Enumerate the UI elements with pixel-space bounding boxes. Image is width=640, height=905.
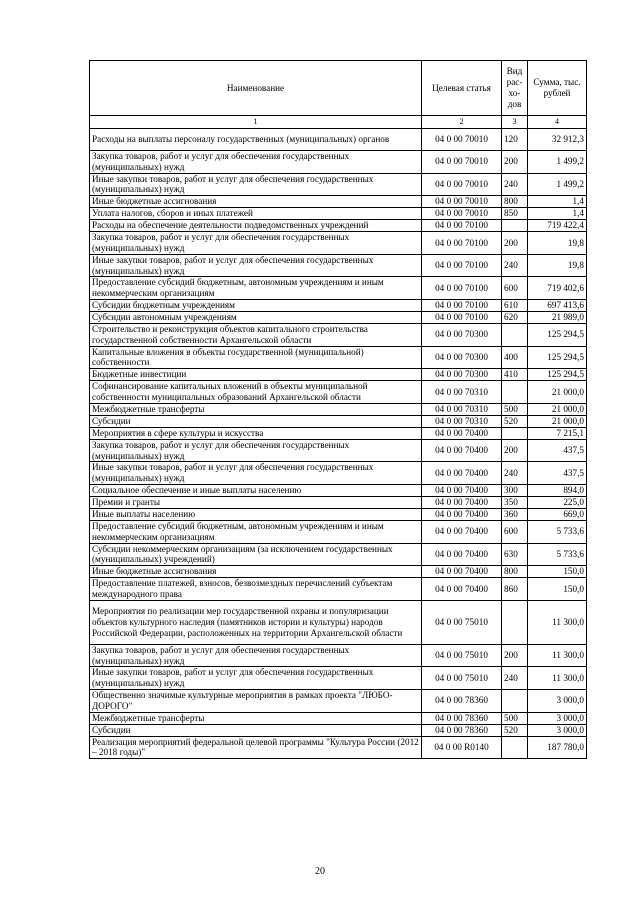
- row-name: Премии и гранты: [90, 496, 422, 508]
- row-sum: 125 294,5: [528, 369, 587, 381]
- table-row: [90, 415, 587, 427]
- row-type: 240: [502, 462, 528, 485]
- row-name: Расходы на выплаты персоналу государственных (муниципальных) органов: [90, 129, 422, 151]
- table-row: [90, 439, 587, 462]
- row-type: 200: [502, 232, 528, 255]
- row-type: 860: [502, 578, 528, 601]
- row-code: 04 0 00 78360: [422, 724, 502, 736]
- table-row: [90, 484, 587, 496]
- table-row: [90, 736, 587, 759]
- row-type: 600: [502, 277, 528, 300]
- row-code: 04 0 00 70300: [422, 346, 502, 369]
- row-type: 630: [502, 543, 528, 566]
- column-number: 4: [528, 116, 587, 129]
- table-header-row: [90, 61, 587, 116]
- row-type: 500: [502, 403, 528, 415]
- row-type: 240: [502, 173, 528, 196]
- table-row: [90, 667, 587, 690]
- row-code: 04 0 00 75010: [422, 600, 502, 644]
- row-name: Реализация мероприятий федеральной целевой программы "Культура России (2012 – 2018 годы)": [90, 736, 422, 759]
- row-name: Закупка товаров, работ и услуг для обеспечения государственных (муниципальных) нужд: [90, 644, 422, 667]
- row-type: [502, 600, 528, 644]
- row-sum: 1,4: [528, 208, 587, 220]
- column-number: 3: [502, 116, 528, 129]
- table-row: [90, 543, 587, 566]
- row-sum: 719 402,6: [528, 277, 587, 300]
- table-row: [90, 496, 587, 508]
- table-row: [90, 346, 587, 369]
- row-sum: 21 989,0: [528, 311, 587, 323]
- row-code: 04 0 00 78360: [422, 712, 502, 724]
- table-row: [90, 311, 587, 323]
- row-code: 04 0 00 70400: [422, 578, 502, 601]
- row-name: Общественно значимые культурные мероприятия в рамках проекта "ЛЮБО-ДОРОГО": [90, 689, 422, 712]
- row-type: 410: [502, 369, 528, 381]
- row-type: 120: [502, 129, 528, 151]
- row-sum: 32 912,3: [528, 129, 587, 151]
- row-code: 04 0 00 70100: [422, 232, 502, 255]
- row-type: 200: [502, 644, 528, 667]
- table-row: [90, 689, 587, 712]
- table-row: [90, 220, 587, 232]
- row-code: 04 0 00 70400: [422, 496, 502, 508]
- row-sum: 3 000,0: [528, 712, 587, 724]
- row-type: 500: [502, 712, 528, 724]
- row-name: Субсидии: [90, 415, 422, 427]
- row-name: Субсидии некоммерческим организациям (за исключением государственных (муниципальных) учреждений): [90, 543, 422, 566]
- row-code: 04 0 00 70400: [422, 484, 502, 496]
- budget-table: [89, 60, 587, 759]
- row-sum: 19,8: [528, 254, 587, 277]
- row-code: 04 0 00 70310: [422, 381, 502, 404]
- table-row: [90, 508, 587, 520]
- row-code: 04 0 00 70010: [422, 196, 502, 208]
- table-row: [90, 712, 587, 724]
- row-code: 04 0 00 70100: [422, 299, 502, 311]
- row-type: 240: [502, 667, 528, 690]
- page-number: 20: [315, 866, 325, 877]
- row-sum: 19,8: [528, 232, 587, 255]
- row-sum: 697 413,6: [528, 299, 587, 311]
- row-code: 04 0 00 75010: [422, 667, 502, 690]
- row-sum: 5 733,6: [528, 543, 587, 566]
- table-row: [90, 173, 587, 196]
- row-name: Софинансирование капитальных вложений в объекты муниципальной собственности муниципальных образований Архангельской области: [90, 381, 422, 404]
- row-type: 600: [502, 520, 528, 543]
- table-row: [90, 129, 587, 151]
- row-name: Иные закупки товаров, работ и услуг для обеспечения государственных (муниципальных) нужд: [90, 667, 422, 690]
- row-code: 04 0 00 70100: [422, 311, 502, 323]
- row-type: 240: [502, 254, 528, 277]
- row-code: 04 0 00 70100: [422, 254, 502, 277]
- row-code: 04 0 00 70400: [422, 462, 502, 485]
- row-name: Закупка товаров, работ и услуг для обеспечения государственных (муниципальных) нужд: [90, 232, 422, 255]
- row-name: Мероприятия по реализации мер государственной охраны и популяризации объектов культурного наследия (памятников истории и культуры) народов Российской Федерации, расположенных на территории Архангельской области: [90, 600, 422, 644]
- row-sum: 21 000,0: [528, 415, 587, 427]
- row-code: 04 0 00 70310: [422, 415, 502, 427]
- table-row: [90, 381, 587, 404]
- row-sum: 437,5: [528, 439, 587, 462]
- row-type: 850: [502, 208, 528, 220]
- row-code: 04 0 00 R0140: [422, 736, 502, 759]
- row-sum: 11 300,0: [528, 600, 587, 644]
- table-row: [90, 600, 587, 644]
- row-type: 200: [502, 439, 528, 462]
- row-name: Мероприятия в сфере культуры и искусства: [90, 427, 422, 439]
- row-name: Бюджетные инвестиции: [90, 369, 422, 381]
- header-name: Наименование: [90, 61, 422, 116]
- row-code: 04 0 00 70310: [422, 403, 502, 415]
- row-type: 620: [502, 311, 528, 323]
- row-type: 610: [502, 299, 528, 311]
- row-type: 350: [502, 496, 528, 508]
- table-row: [90, 427, 587, 439]
- table-row: [90, 232, 587, 255]
- table-row: [90, 151, 587, 174]
- row-type: [502, 323, 528, 346]
- row-name: Закупка товаров, работ и услуг для обеспечения государственных (муниципальных) нужд: [90, 151, 422, 174]
- row-code: 04 0 00 70400: [422, 508, 502, 520]
- row-sum: 21 000,0: [528, 381, 587, 404]
- row-code: 04 0 00 70010: [422, 129, 502, 151]
- table-row: [90, 277, 587, 300]
- row-sum: 3 000,0: [528, 689, 587, 712]
- header-sum: Сумма, тыс. рублей: [528, 61, 587, 116]
- table-row: [90, 520, 587, 543]
- row-type: [502, 689, 528, 712]
- column-number-row: [90, 116, 587, 129]
- row-type: 300: [502, 484, 528, 496]
- row-code: 04 0 00 70100: [422, 277, 502, 300]
- table-row: [90, 462, 587, 485]
- row-type: [502, 736, 528, 759]
- row-code: 04 0 00 70010: [422, 173, 502, 196]
- header-code: Целевая статья: [422, 61, 502, 116]
- row-sum: 125 294,5: [528, 346, 587, 369]
- row-name: Иные закупки товаров, работ и услуг для обеспечения государственных (муниципальных) нужд: [90, 173, 422, 196]
- row-name: Иные закупки товаров, работ и услуг для обеспечения государственных (муниципальных) нужд: [90, 254, 422, 277]
- row-code: 04 0 00 70300: [422, 323, 502, 346]
- row-sum: 3 000,0: [528, 724, 587, 736]
- table-row: [90, 208, 587, 220]
- row-type: [502, 427, 528, 439]
- row-type: 200: [502, 151, 528, 174]
- row-code: 04 0 00 70100: [422, 220, 502, 232]
- row-code: 04 0 00 70400: [422, 427, 502, 439]
- table-row: [90, 254, 587, 277]
- row-code: 04 0 00 70010: [422, 151, 502, 174]
- table-row: [90, 578, 587, 601]
- table-row: [90, 566, 587, 578]
- row-sum: 1 499,2: [528, 173, 587, 196]
- row-name: Субсидии автономным учреждениям: [90, 311, 422, 323]
- row-sum: 5 733,6: [528, 520, 587, 543]
- row-sum: 21 000,0: [528, 403, 587, 415]
- row-name: Субсидии бюджетным учреждениям: [90, 299, 422, 311]
- row-type: [502, 220, 528, 232]
- table-row: [90, 323, 587, 346]
- row-name: Иные закупки товаров, работ и услуг для обеспечения государственных (муниципальных) нужд: [90, 462, 422, 485]
- row-type: 360: [502, 508, 528, 520]
- row-code: 04 0 00 70010: [422, 208, 502, 220]
- table-row: [90, 369, 587, 381]
- column-number: 2: [422, 116, 502, 129]
- row-type: 520: [502, 415, 528, 427]
- row-name: Иные бюджетные ассигнования: [90, 566, 422, 578]
- row-name: Социальное обеспечение и иные выплаты населению: [90, 484, 422, 496]
- row-sum: 7 215,1: [528, 427, 587, 439]
- row-sum: 125 294,5: [528, 323, 587, 346]
- row-code: 04 0 00 78360: [422, 689, 502, 712]
- row-type: 800: [502, 566, 528, 578]
- row-name: Иные выплаты населению: [90, 508, 422, 520]
- row-sum: 11 300,0: [528, 667, 587, 690]
- row-code: 04 0 00 70400: [422, 520, 502, 543]
- row-sum: 1 499,2: [528, 151, 587, 174]
- table-row: [90, 403, 587, 415]
- header-type: Вид рас-хо-дов: [502, 61, 528, 116]
- row-type: [502, 381, 528, 404]
- row-type: 400: [502, 346, 528, 369]
- table-row: [90, 644, 587, 667]
- row-type: 520: [502, 724, 528, 736]
- row-name: Иные бюджетные ассигнования: [90, 196, 422, 208]
- row-sum: 11 300,0: [528, 644, 587, 667]
- row-name: Предоставление субсидий бюджетным, автономным учреждениям и иным некоммерческим организациям: [90, 520, 422, 543]
- row-sum: 225,0: [528, 496, 587, 508]
- row-sum: 1,4: [528, 196, 587, 208]
- row-name: Субсидии: [90, 724, 422, 736]
- row-sum: 150,0: [528, 578, 587, 601]
- row-code: 04 0 00 70400: [422, 439, 502, 462]
- table-row: [90, 724, 587, 736]
- row-name: Предоставление платежей, взносов, безвозмездных перечислений субъектам международного права: [90, 578, 422, 601]
- row-sum: 150,0: [528, 566, 587, 578]
- row-code: 04 0 00 70400: [422, 543, 502, 566]
- row-sum: 719 422,4: [528, 220, 587, 232]
- column-number: 1: [90, 116, 422, 129]
- row-code: 04 0 00 70300: [422, 369, 502, 381]
- table-row: [90, 299, 587, 311]
- row-sum: 894,0: [528, 484, 587, 496]
- row-code: 04 0 00 75010: [422, 644, 502, 667]
- row-name: Предоставление субсидий бюджетным, автономным учреждениям и иным некоммерческим организациям: [90, 277, 422, 300]
- row-sum: 187 780,0: [528, 736, 587, 759]
- row-name: Межбюджетные трансферты: [90, 403, 422, 415]
- row-name: Уплата налогов, сборов и иных платежей: [90, 208, 422, 220]
- table-row: [90, 196, 587, 208]
- row-name: Капитальные вложения в объекты государственной (муниципальной) собственности: [90, 346, 422, 369]
- row-name: Межбюджетные трансферты: [90, 712, 422, 724]
- row-code: 04 0 00 70400: [422, 566, 502, 578]
- row-sum: 437,5: [528, 462, 587, 485]
- row-name: Строительство и реконструкция объектов капитального строительства государственной собственности Архангельской области: [90, 323, 422, 346]
- row-sum: 669,0: [528, 508, 587, 520]
- row-name: Расходы на обеспечение деятельности подведомственных учреждений: [90, 220, 422, 232]
- row-name: Закупка товаров, работ и услуг для обеспечения государственных (муниципальных) нужд: [90, 439, 422, 462]
- row-type: 800: [502, 196, 528, 208]
